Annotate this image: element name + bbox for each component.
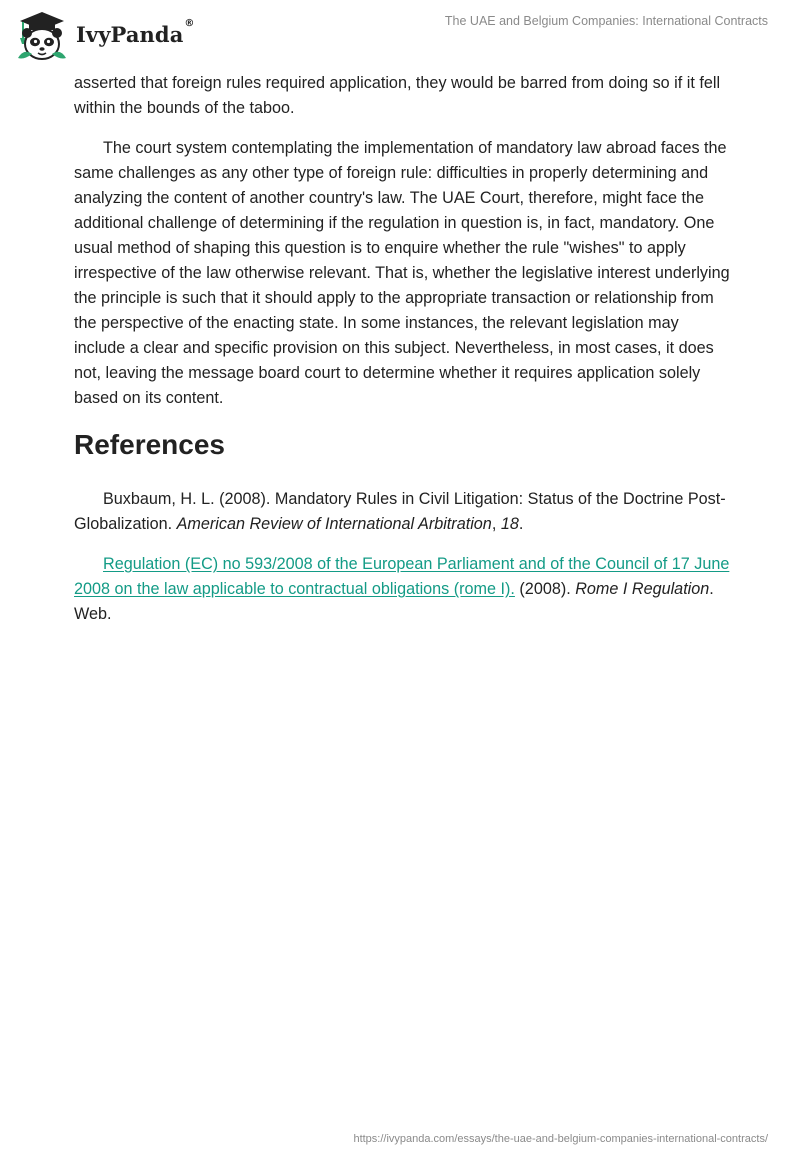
footer-url[interactable]: https://ivypanda.com/essays/the-uae-and-belgium-companies-international-contracts/ [353, 1133, 768, 1145]
brand-name: IvyPanda® [76, 17, 195, 47]
document-title: The UAE and Belgium Companies: International Contracts [444, 14, 768, 28]
references-heading: References [74, 429, 225, 460]
ivypanda-logo[interactable] [14, 8, 195, 64]
panda-graduate-icon [14, 8, 70, 64]
reference-buxbaum: Buxbaum, H. L. (2008). Mandatory Rules in Civil Litigation: Status of the Doctrine Post-Globalization. American Review of International Arbitration, 18. [74, 490, 726, 533]
reference-source: Rome I Regulation [575, 580, 710, 598]
essay-content [74, 71, 734, 642]
reference-rome-regulation: Regulation (EC) no 593/2008 of the European Parliament and of the Council of 17 June 2008 on the law applicable to contractual obligations (rome I). (2008). Rome I Regulation. Web. [74, 555, 730, 623]
paragraph-mandatory-law: The court system contemplating the implementation of mandatory law abroad faces the same challenges as any other type of foreign rule: difficulties in properly determining and analyzing the content of another country's law. The UAE Court, therefore, might face the additional challenge of determining if the regulation in question is, in fact, mandatory. One usual method of shaping this question is to enquire whether the rule "wishes" to apply irrespective of the law otherwise relevant. That is, whether the legislative interest underlying the principle is such that it should apply to the appropriate transaction or relationship from the perspective of the enacting state. In some instances, the relevant legislation may include a clear and specific provision on this subject. Nevertheless, in most cases, it does not, leaving the message board court to determine whether it requires application solely based on its content. [74, 139, 730, 407]
reference-journal: American Review of International Arbitration [176, 515, 492, 533]
reference-link-rome-i[interactable]: Regulation (EC) no 593/2008 of the European Parliament and of the Council of 17 June 2008 on the law applicable to contractual obligations (rome I). [74, 555, 730, 598]
reference-volume: 18 [500, 515, 519, 533]
page-header [0, 0, 800, 70]
paragraph-continued: asserted that foreign rules required application, they would be barred from doing so if it fell within the bounds of the taboo. [74, 74, 721, 117]
